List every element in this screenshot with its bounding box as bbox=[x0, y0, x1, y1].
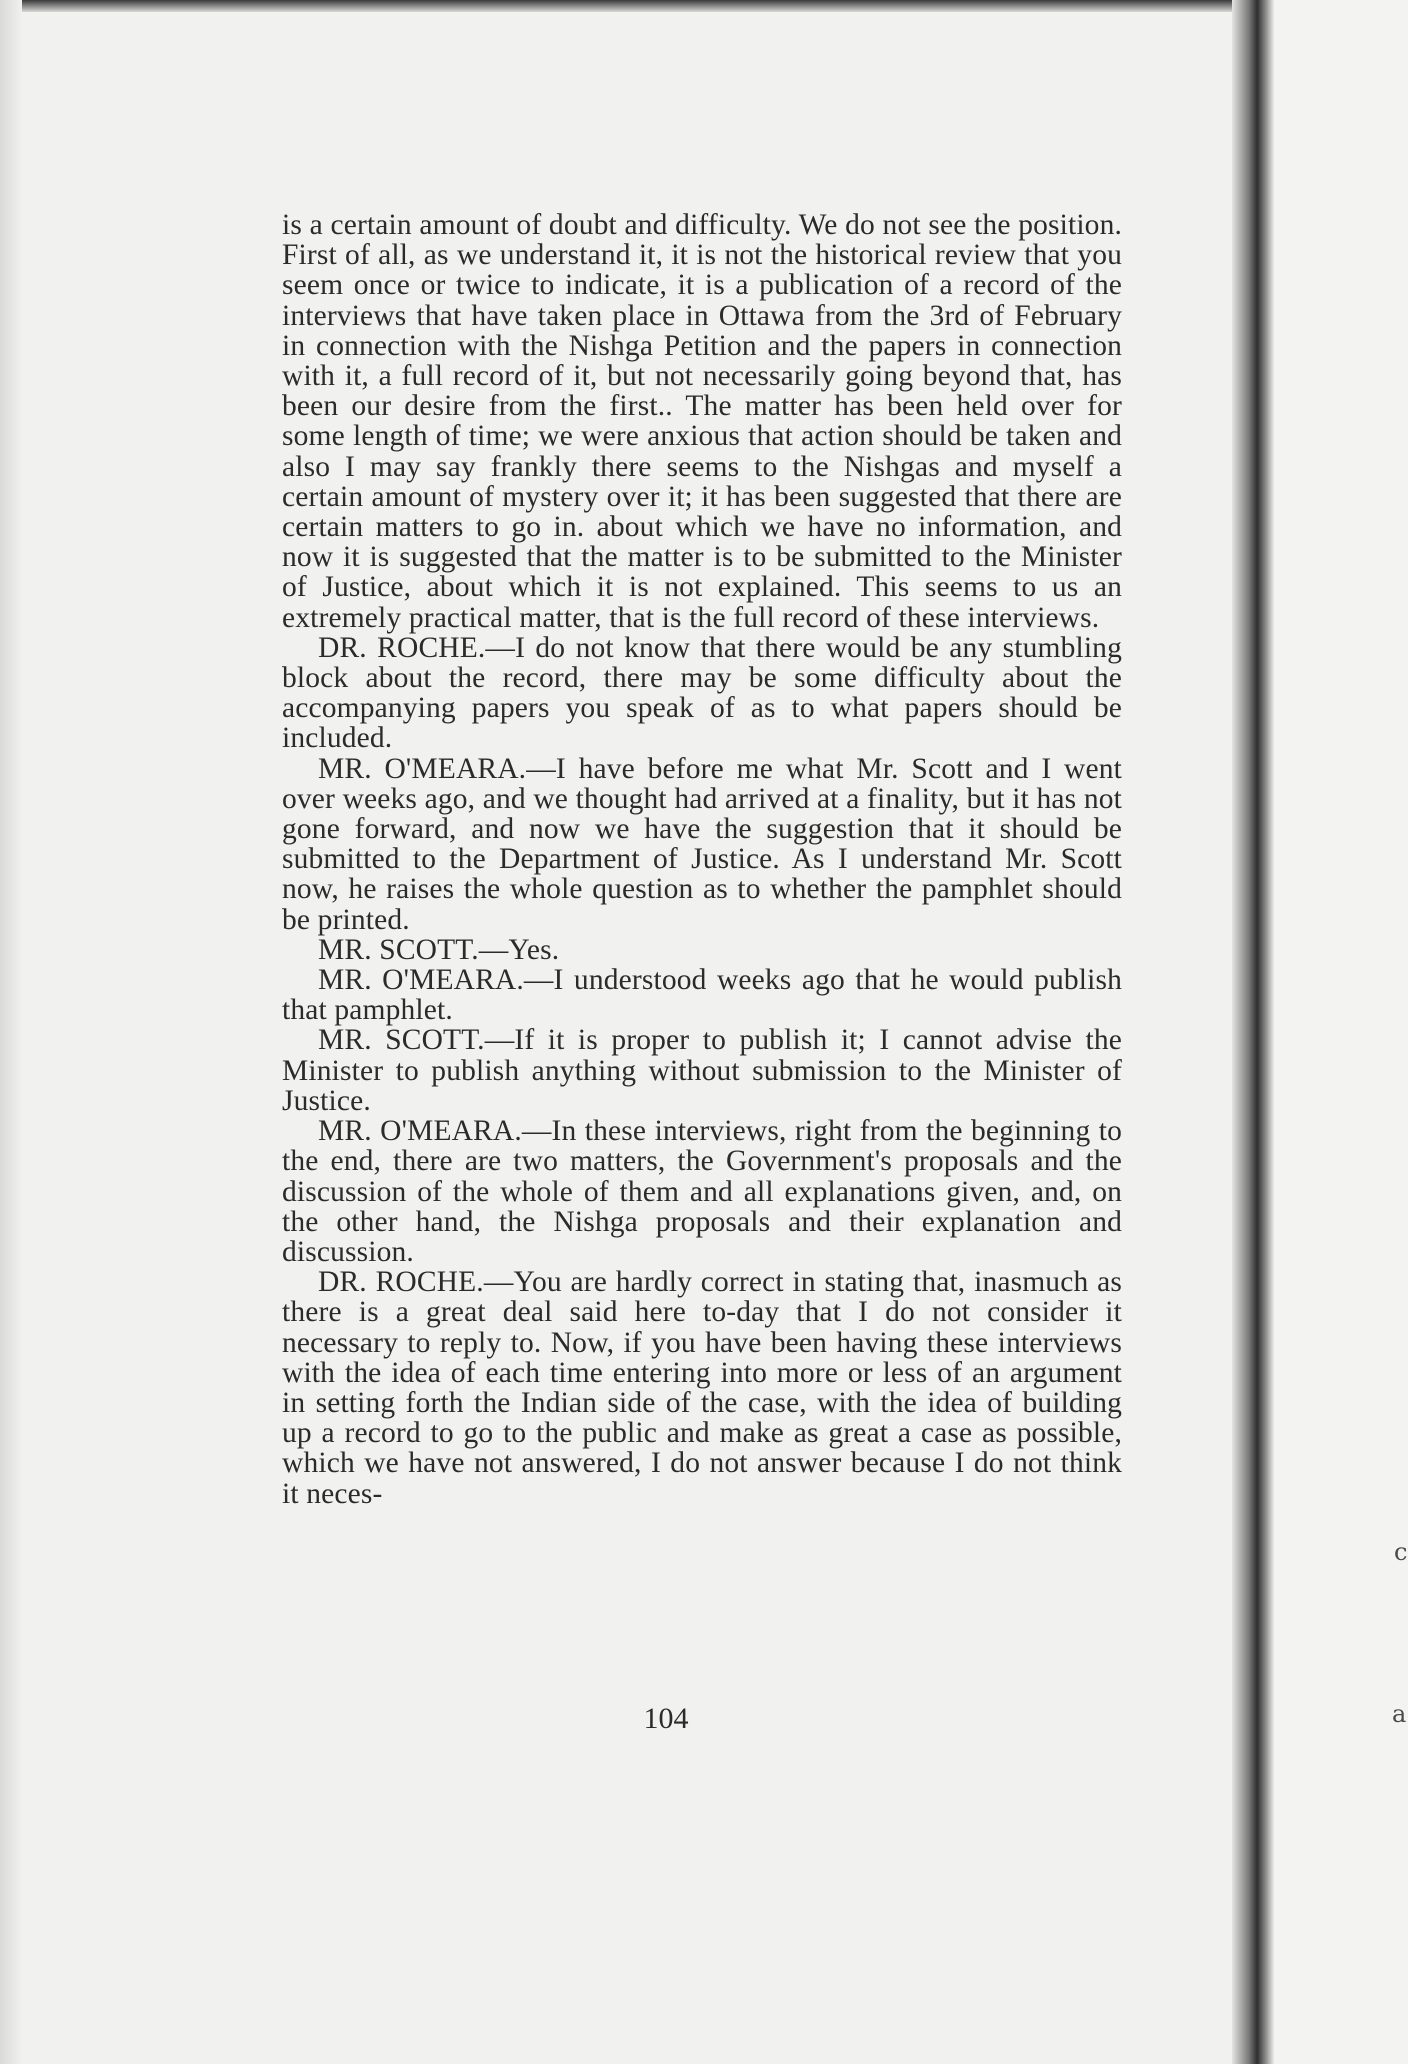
scan-top-edge bbox=[0, 0, 1408, 12]
paragraph: MR. SCOTT.—Yes. bbox=[318, 933, 560, 966]
facing-page-fragment: c bbox=[1394, 1538, 1408, 1566]
paragraph: is a certain amount of doubt and difficulty. We do not see the position. First of all, as we understand it, it is not the historical review that you seem once or twice to indicate, it is a publication of a record of the interviews that have taken place in Ottawa from the 3rd of February in connection with the Nishga Petition and the papers in connection with it, a full record of it, but not necessarily going beyond that, has been our desire from the first.. The matter has been held over for some length of time; we were anxious that action should be taken and also I may say frankly there seems to the Nishgas and myself a certain amount of mystery over it; it has been suggested that there are certain matters to go in. about which we have no information, and now it is suggested that the matter is to be submitted to the Minister of Justice, about which it is not explained. This seems to us an extremely practical matter, that is the full record of these interviews. bbox=[282, 209, 1122, 634]
paragraph: DR. ROCHE.—You are hardly correct in stating that, inasmuch as there is a great deal said here to-day that I do not consider it necessary to reply to. Now, if you have been having these interviews with the idea of each time entering into more or less of an argument in setting forth the Indian side of the case, with the idea of building up a record to go to the public and make as great a case as possible, which we have not answered, I do not answer because I do not think it neces- bbox=[282, 1266, 1122, 1510]
page-body-text bbox=[282, 210, 1122, 1509]
page-number: 104 bbox=[643, 1702, 689, 1735]
paragraph: MR. SCOTT.—If it is proper to publish it; I cannot advise the Minister to publish anything without submission to the Minister of Justice. bbox=[282, 1024, 1122, 1117]
paragraph: DR. ROCHE.—I do not know that there would be any stumbling block about the record, there may be some difficulty about the accompanying papers you speak of as to what papers should be included. bbox=[282, 631, 1122, 755]
book-gutter bbox=[1232, 0, 1274, 2064]
scan-left-margin bbox=[0, 0, 22, 2064]
facing-page-fragment: a bbox=[1392, 1700, 1407, 1728]
paragraph: MR. O'MEARA.—In these interviews, right from the beginning to the end, there are two matters, the Government's proposals and the discussion of the whole of them and all explanations given, and, on the other hand, the Nishga proposals and their explanation and discussion. bbox=[282, 1115, 1122, 1268]
paragraph: MR. O'MEARA.—I understood weeks ago that he would publish that pamphlet. bbox=[282, 964, 1122, 1027]
paragraph: MR. O'MEARA.—I have before me what Mr. Scott and I went over weeks ago, and we thought had arrived at a finality, but it has not gone forward, and now we have the suggestion that it should be submitted to the Department of Justice. As I understand Mr. Scott now, he raises the whole question as to whether the pamphlet should be printed. bbox=[282, 752, 1122, 936]
facing-page bbox=[1274, 0, 1408, 2064]
